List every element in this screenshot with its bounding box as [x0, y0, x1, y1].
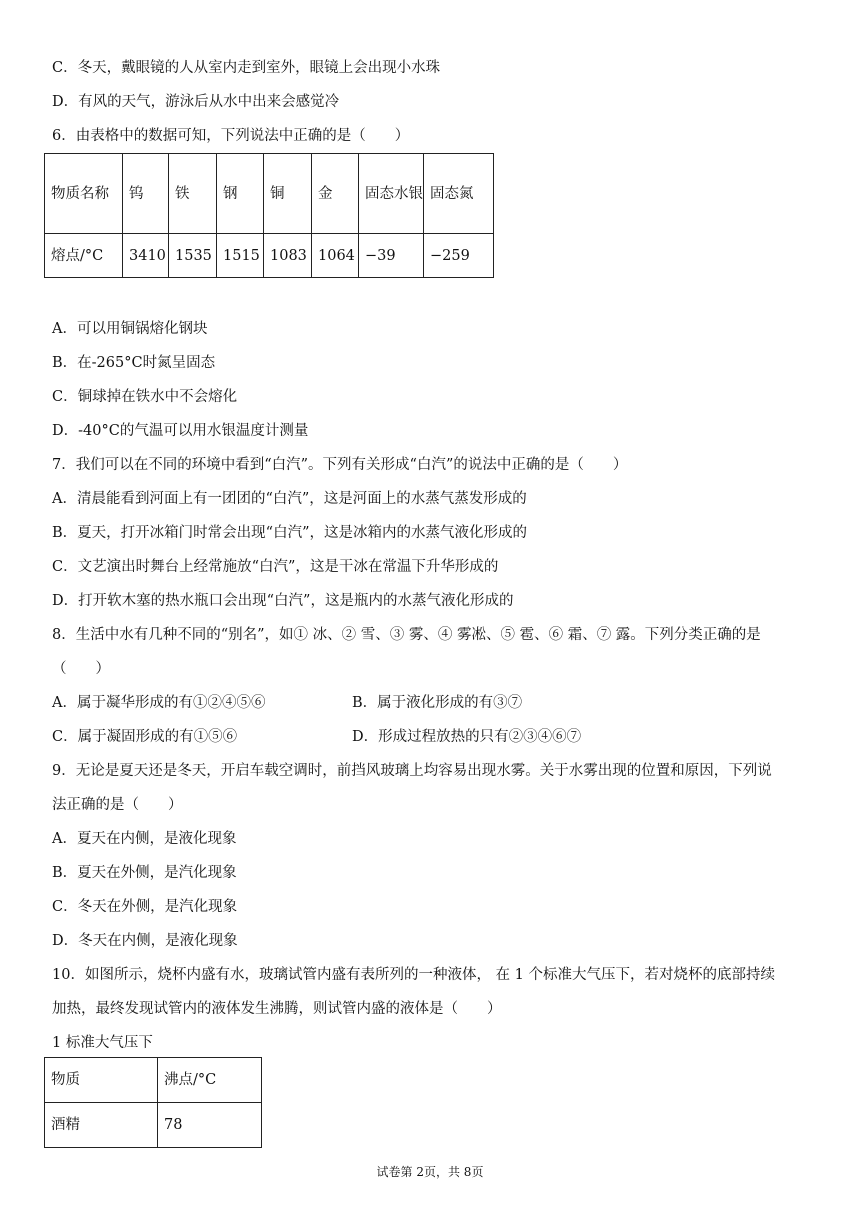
- table-header-row: [45, 154, 494, 234]
- q9-option-a: A．夏天在内侧，是液化现象: [52, 831, 237, 847]
- q5-option-c: C．冬天，戴眼镜的人从室内走到室外，眼镜上会出现小水珠: [52, 60, 441, 76]
- q7-stem: 7．我们可以在不同的环境中看到“白汽”。下列有关形成“白汽”的说法中正确的是（ ）: [52, 457, 628, 473]
- table-row: [45, 1103, 262, 1148]
- q8-stem-line1: 8．生活中水有几种不同的“别名”，如① 冰、② 雪、③ 雾、④ 雾凇、⑤ 雹、⑥ 霜、⑦ 露。下列分类正确的是: [52, 627, 761, 643]
- q6-option-a: A．可以用铜锅熔化钢块: [52, 321, 208, 337]
- q9-option-b: B．夏天在外侧，是汽化现象: [52, 865, 237, 881]
- table-cell: 1064: [312, 234, 359, 278]
- table-cell: 物质: [45, 1058, 158, 1103]
- q9-option-d: D．冬天在内侧，是液化现象: [52, 933, 238, 949]
- page-footer: 试卷第 2页，共 8页: [376, 1165, 484, 1179]
- q8-stem-line2: （ ）: [52, 661, 110, 677]
- q8-option-c: C．属于凝固形成的有①⑤⑥: [52, 729, 238, 745]
- q7-option-c: C．文艺演出时舞台上经常施放“白汽”，这是干冰在常温下升华形成的: [52, 559, 499, 575]
- table-cell: 铜: [264, 154, 312, 234]
- q9-option-c: C．冬天在外侧，是汽化现象: [52, 899, 238, 915]
- table-row: [45, 234, 494, 278]
- q10-table-caption: 1 标准大气压下: [52, 1035, 153, 1051]
- table-cell: 钨: [123, 154, 169, 234]
- table-cell: 金: [312, 154, 359, 234]
- table-cell: −259: [424, 234, 494, 278]
- table-cell: 1515: [217, 234, 264, 278]
- table-cell: −39: [359, 234, 424, 278]
- q7-option-d: D．打开软木塞的热水瓶口会出现“白汽”，这是瓶内的水蒸气液化形成的: [52, 593, 514, 609]
- q7-option-b: B．夏天，打开冰箱门时常会出现“白汽”，这是冰箱内的水蒸气液化形成的: [52, 525, 527, 541]
- table-cell: 1083: [264, 234, 312, 278]
- q6-stem: 6．由表格中的数据可知，下列说法中正确的是（ ）: [52, 128, 410, 144]
- table-cell: 酒精: [45, 1103, 158, 1148]
- table-cell: 钢: [217, 154, 264, 234]
- table-cell: 3410: [123, 234, 169, 278]
- q6-option-d: D．-40°C的气温可以用水银温度计测量: [52, 423, 309, 439]
- table-cell: 固态水银: [359, 154, 424, 234]
- table-cell: 熔点/°C: [45, 234, 123, 278]
- q7-option-a: A．清晨能看到河面上有一团团的“白汽”，这是河面上的水蒸气蒸发形成的: [52, 491, 527, 507]
- table-cell: 1535: [169, 234, 217, 278]
- q8-option-b: B．属于液化形成的有③⑦: [352, 695, 523, 711]
- q10-stem-line1: 10．如图所示，烧杯内盛有水，玻璃试管内盛有表所列的一种液体， 在 1 个标准大气压下，若对烧杯的底部持续: [52, 967, 775, 983]
- q9-stem-line2: 法正确的是（ ）: [52, 797, 183, 813]
- q8-option-d: D．形成过程放热的只有②③④⑥⑦: [352, 729, 582, 745]
- q5-option-d: D．有风的天气，游泳后从水中出来会感觉冷: [52, 94, 340, 110]
- boiling-point-table: [44, 1057, 262, 1148]
- table-cell: 沸点/°C: [158, 1058, 262, 1103]
- table-header-row: [45, 1058, 262, 1103]
- q6-option-c: C．铜球掉在铁水中不会熔化: [52, 389, 238, 405]
- q6-option-b: B．在-265°C时氮呈固态: [52, 355, 216, 371]
- melting-point-table: [44, 153, 494, 278]
- q8-option-a: A．属于凝华形成的有①②④⑤⑥: [52, 695, 266, 711]
- table-cell: 固态氮: [424, 154, 494, 234]
- table-cell: 物质名称: [45, 154, 123, 234]
- q9-stem-line1: 9．无论是夏天还是冬天，开启车载空调时，前挡风玻璃上均容易出现水雾。关于水雾出现的位置和原因，下列说: [52, 763, 772, 779]
- q10-stem-line2: 加热，最终发现试管内的液体发生沸腾，则试管内盛的液体是（ ）: [52, 1001, 502, 1017]
- table-cell: 78: [158, 1103, 262, 1148]
- table-cell: 铁: [169, 154, 217, 234]
